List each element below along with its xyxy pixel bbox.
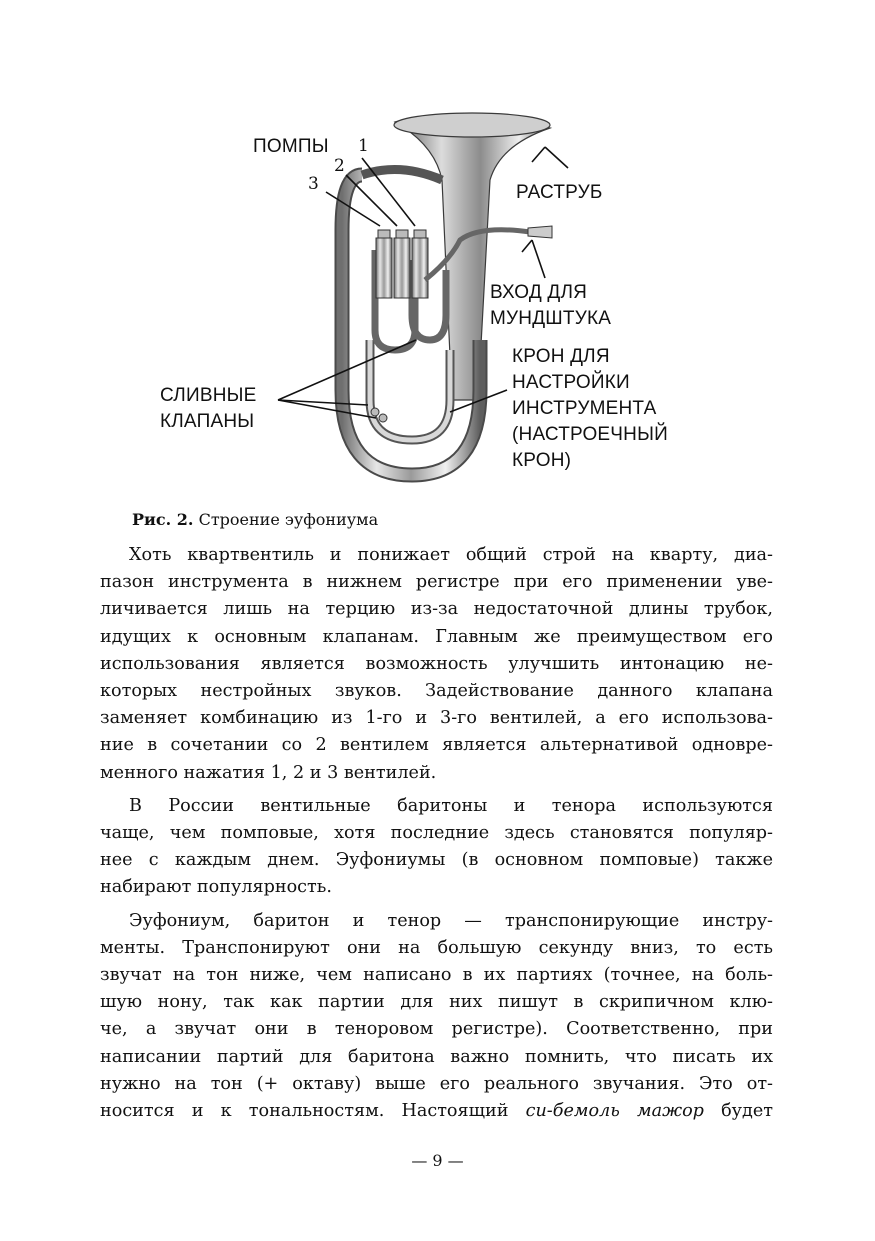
label-tuning-slide-line3: ИНСТРУМЕНТА bbox=[512, 398, 657, 419]
label-pump-3: 3 bbox=[308, 174, 319, 194]
paragraph-line: которых нестройных звуков. Задействование данного клапана bbox=[100, 681, 773, 702]
paragraph-line: В России вентильные баритоны и тенора используются bbox=[129, 795, 773, 816]
label-mouthpiece-entry-line2: МУНДШТУКА bbox=[490, 308, 612, 329]
last-line-start: носится и к тональностям. Настоящий bbox=[100, 1101, 526, 1122]
italic-key-name: си-бемоль мажор bbox=[525, 1101, 704, 1122]
page-number: — 9 — bbox=[411, 1151, 464, 1170]
body-text bbox=[100, 542, 773, 1131]
label-pumps: ПОМПЫ bbox=[253, 136, 329, 157]
label-pump-1: 1 bbox=[358, 136, 369, 156]
label-water-keys-line1: СЛИВНЫЕ bbox=[160, 385, 257, 406]
label-tuning-slide-line1: КРОН ДЛЯ bbox=[512, 346, 610, 367]
paragraph-line: чаще, чем помповые, хотя последние здесь становятся популяр- bbox=[100, 823, 773, 844]
label-tuning-slide-line5: КРОН) bbox=[512, 450, 572, 471]
paragraph-line: пазон инструмента в нижнем регистре при его применении уве- bbox=[100, 572, 773, 593]
paragraph-line: заменяет комбинацию из 1-го и 3-го вентилей, а его использова- bbox=[100, 708, 773, 729]
label-tuning-slide-line2: НАСТРОЙКИ bbox=[512, 372, 630, 393]
paragraph-line: шую нону, так как партии для них пишут в скрипичном клю- bbox=[100, 992, 773, 1013]
paragraph-line: че, а звучат они в теноровом регистре). Соответственно, при bbox=[100, 1019, 773, 1040]
paragraph-2 bbox=[100, 793, 773, 902]
paragraph-line: звучат на тон ниже, чем написано в их партиях (точнее, на боль- bbox=[100, 965, 773, 986]
paragraph-line: идущих к основным клапанам. Главным же преимуществом его bbox=[100, 626, 773, 647]
mouthpiece bbox=[528, 226, 552, 238]
paragraph-line: нужно на тон (+ октаву) выше его реального звучания. Это от- bbox=[100, 1073, 773, 1094]
last-line-end: будет bbox=[703, 1101, 773, 1122]
figure-caption-number: Рис. 2. bbox=[132, 510, 194, 529]
label-bell: РАСТРУБ bbox=[516, 182, 603, 203]
paragraph-line: ние в сочетании со 2 вентилем является альтернативой одновре- bbox=[100, 735, 773, 756]
paragraph-line: набирают популярность. bbox=[100, 877, 332, 898]
bell-rim bbox=[394, 113, 550, 137]
paragraph-1 bbox=[100, 542, 773, 787]
label-tuning-slide-line4: (НАСТРОЕЧНЫЙ bbox=[512, 424, 668, 445]
paragraph-line: написании партий для баритона важно помнить, что писать их bbox=[100, 1046, 773, 1067]
paragraph-line: использования является возможность улучшить интонацию не- bbox=[100, 653, 773, 674]
paragraph-last-line bbox=[100, 1098, 773, 1125]
label-mouthpiece-entry-line1: ВХОД ДЛЯ bbox=[490, 282, 588, 303]
paragraph-line: личивается лишь на терцию из-за недостаточной длины трубок, bbox=[100, 599, 773, 620]
label-water-keys-line2: КЛАПАНЫ bbox=[160, 411, 255, 432]
paragraph-line: нее с каждым днем. Эуфониумы (в основном помповые) также bbox=[100, 850, 773, 871]
paragraph-line: менты. Транспонируют они на большую секунду вниз, то есть bbox=[100, 937, 773, 958]
figure-caption bbox=[132, 510, 378, 529]
label-pump-2: 2 bbox=[334, 156, 345, 176]
paragraph-3 bbox=[100, 908, 773, 1126]
paragraph-line: Хоть квартвентиль и понижает общий строй на кварту, диа- bbox=[129, 545, 773, 565]
figure-caption-text: Строение эуфониума bbox=[198, 510, 379, 529]
euphonium-figure bbox=[150, 100, 710, 500]
paragraph-line: менного нажатия 1, 2 и 3 вентилей. bbox=[100, 762, 437, 783]
paragraph-line: Эуфониум, баритон и тенор — транспонирующие инстру- bbox=[129, 910, 773, 931]
